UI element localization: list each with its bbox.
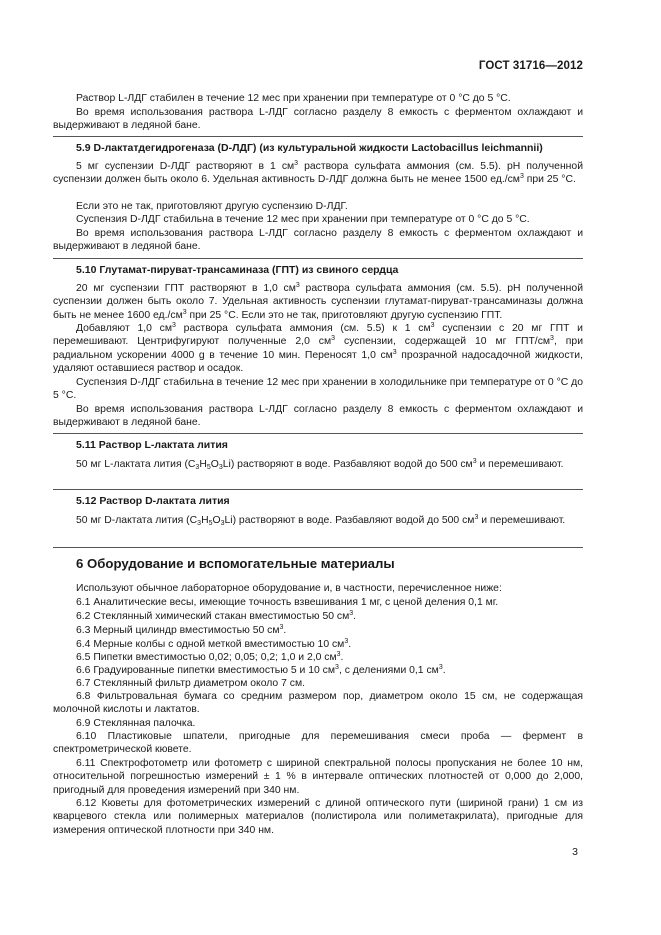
paragraph-d-ldh-stability: Суспензия D-ЛДГ стабильна в течение 12 мес при хранении при температуре от 0 °С до 5 °С. (76, 214, 530, 225)
equipment-item-6-4: 6.4 Мерные колбы с одной меткой вместимостью 10 $см^3$. (76, 638, 352, 650)
paragraph-ldh-stability: Раствор L-ЛДГ стабилен в течение 12 мес при хранении при температуре от 0 °С до 5 °С. (76, 93, 511, 104)
equipment-item-6-8: 6.8 Фильтровальная бумага со средним размером пор, диаметром около 15 см, не содержащая молочной кислоты и лактатов. (53, 691, 583, 716)
equipment-item-6-9: 6.9 Стеклянная палочка. (76, 718, 196, 729)
section-6-title: 6 Оборудование и вспомогательные материалы (76, 556, 395, 571)
section-5-11-title: 5.11 Раствор L-лактата лития (76, 439, 228, 451)
section-5-10-title: 5.10 Глутамат-пируват-трансаминаза (ГПТ) из свиного сердца (76, 264, 399, 276)
section-divider (53, 489, 583, 490)
section-5-12-paragraph: 50 мг D-лактата лития $(C_3H_5O_3Li)$ растворяют в воде. Разбавляют водой до 500 $см^3$ и перемешивают. (76, 514, 566, 527)
section-5-12-title: 5.12 Раствор D-лактата лития (76, 495, 230, 507)
section-5-11-paragraph: 50 мг L-лактата лития $(C_3H_5O_3Li)$ растворяют в воде. Разбавляют водой до 500 $см^3$ и перемешивают. (76, 458, 564, 471)
paragraph-ldh-usage-2: Во время использования раствора L-ЛДГ согласно разделу 8 емкость с ферментом охлаждают и выдерживают в ледяной бане. (53, 404, 583, 429)
paragraph-ldh-usage: Во время использования раствора L-ЛДГ согласно разделу 8 емкость с ферментом охлаждают и выдерживают в ледяной бане. (53, 107, 583, 132)
section-5-9-title: 5.9 D-лактатдегидрогеназа (D-ЛДГ) (из культуральной жидкости Lactobacillus leichmannii) (76, 142, 543, 154)
document-code: ГОСТ 31716—2012 (478, 60, 583, 72)
section-5-9-paragraph: 5 мг суспензии D-ЛДГ растворяют в 1 $см^3$ раствора сульфата аммония (см. 5.5). pH полученной суспензии должен быть около 6. Удельная активность D-ЛДГ должна быть не менее 1500 $ед./см^3$ при 25 °С. (53, 160, 584, 186)
section-5-10-paragraph: 20 мг суспензии ГПТ растворяют в 1,0 $см^3$ раствора сульфата аммония (см. 5.5). pH полученной суспензии должен быть около 7. Удельная активность суспензии глутамат-пируват-трансаминазы должна быть не менее 1600 $ед./см^3$ при 25 °С. Если это не так, приготовляют другую суспензию ГПТ. (53, 282, 583, 321)
paragraph-d-ldh-usage: Во время использования раствора L-ЛДГ согласно разделу 8 емкость с ферментом охлаждают и выдерживают в ледяной бане. (53, 228, 583, 253)
equipment-item-6-3: 6.3 Мерный цилиндр вместимостью 50 $см^3$. (76, 624, 287, 636)
section-divider (53, 258, 583, 259)
equipment-item-6-7: 6.7 Стеклянный фильтр диаметром около 7 см. (76, 678, 305, 689)
section-divider (53, 433, 583, 434)
section-divider (53, 547, 583, 548)
equipment-item-6-1: 6.1 Аналитические весы, имеющие точность взвешивания 1 мг, с ценой деления 0,1 мг. (76, 597, 499, 608)
equipment-item-6-6: 6.6 Градуированные пипетки вместимостью 5 и 10 $см^3$, с делениями 0,1 $см^3$. (76, 664, 446, 676)
paragraph-d-ldh-alt: Если это не так, приготовляют другую суспензию D-ЛДГ. (76, 201, 348, 212)
equipment-item-6-5: 6.5 Пипетки вместимостью 0,02; 0,05; 0,2; 1,0 и 2,0 $см^3$. (76, 651, 344, 663)
section-6-intro: Используют обычное лабораторное оборудование и, в частности, перечисленное ниже: (76, 583, 502, 594)
equipment-item-6-2: 6.2 Стеклянный химический стакан вместимостью 50 $см^3$. (76, 610, 357, 622)
equipment-item-6-10: 6.10 Пластиковые шпатели, пригодные для перемешивания смеси проба — фермент в спектрометрической кювете. (53, 731, 583, 756)
page-number: 3 (572, 846, 578, 858)
paragraph-d-ldh-fridge: Суспензия D-ЛДГ стабильна в течение 12 мес при хранении в холодильнике при температуре от 0 °С до 5 °С. (53, 377, 583, 402)
equipment-item-6-11: 6.11 Спектрофотометр или фотометр с шириной спектральной полосы пропускания не более 10 нм, относительной погрешностью измерений ± 1 % в интервале оптических плотностей от 0,000 до 2,000, пригодный для проведения измерений при 340 нм. (53, 758, 583, 796)
section-5-10-paragraph-2: Добавляют 1,0 $см^3$ раствора сульфата аммония (см. 5.5) к 1 $см^3$ суспензии с 20 мг ГПТ и перемешивают. Центрифугируют полученные 2,0 $см^3$ суспензии, содержащей 10 мг ГПТ/$см^3$, при радиальном ускорении 4000 g в течение 10 мин. Переносят 1,0 $см^3$ прозрачной надосадочной жидкости, удаляют оставшиеся раствор и осадок. (53, 322, 583, 375)
section-divider (53, 136, 583, 137)
equipment-item-6-12: 6.12 Кюветы для фотометрических измерений с длиной оптического пути (шириной грани) 1 см из кварцевого стекла или полимерных материалов (полистирола или полиметакрилата), пригодные для измерения оптической плотности при 340 нм. (53, 798, 583, 836)
